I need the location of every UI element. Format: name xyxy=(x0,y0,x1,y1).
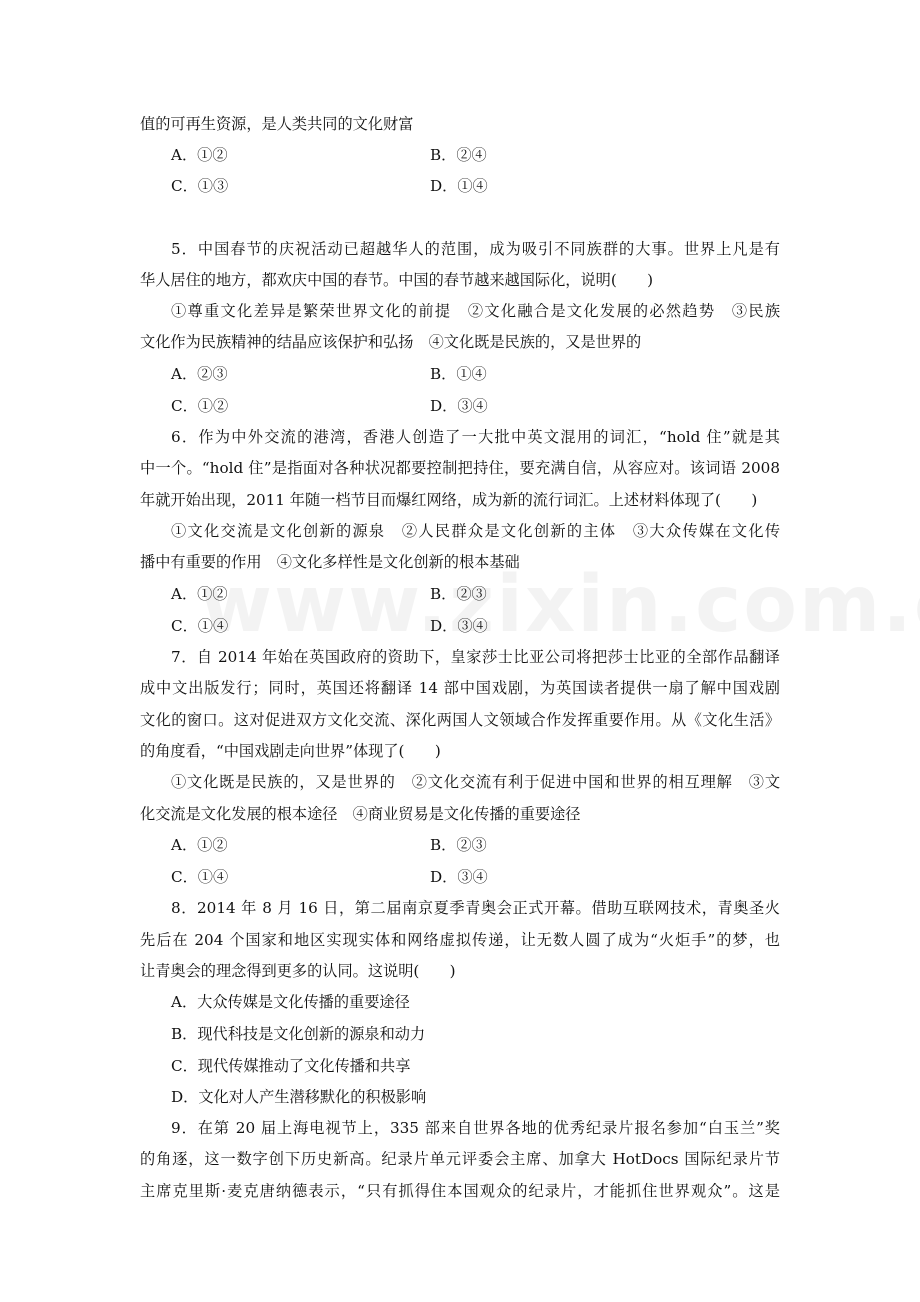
q7-statements-line-2: 化交流是文化发展的根本途径 ④商业贸易是文化传播的重要途径 xyxy=(140,805,581,823)
q6-stem-line-1: 6．作为中外交流的港湾，香港人创造了一大批中英文混用的词汇，“hold 住”就是其 xyxy=(171,428,780,446)
q9-stem-line-2: 的角逐，这一数字创下历史新高。纪录片单元评委会主席、加拿大 HotDocs 国际纪录片节 xyxy=(140,1150,780,1168)
q6-statements-line-2: 播中有重要的作用 ④文化多样性是文化创新的根本基础 xyxy=(140,553,520,571)
q6-statements-line-1: ①文化交流是文化创新的源泉 ②人民群众是文化创新的主体 ③大众传媒在文化传 xyxy=(171,522,780,540)
q4-option-a: A．①② xyxy=(171,146,228,164)
q6-option-b: B．②③ xyxy=(430,585,487,603)
q8-option-d: D．文化对人产生潜移默化的积极影响 xyxy=(171,1088,427,1106)
q8-stem-line-2: 先后在 204 个国家和地区实现实体和网络虚拟传递，让无数人圆了成为“火炬手”的梦，也 xyxy=(140,931,780,949)
q6-option-c: C．①④ xyxy=(171,617,229,635)
q5-option-d: D．③④ xyxy=(430,397,488,415)
q6-stem-line-3: 年就开始出现，2011 年随一档节目而爆红网络，成为新的流行词汇。上述材料体现了( ) xyxy=(140,491,758,509)
q7-stem-line-4: 的角度看，“中国戏剧走向世界”体现了( ) xyxy=(140,742,441,760)
q6-option-a: A．①② xyxy=(171,585,228,603)
q4-option-c: C．①③ xyxy=(171,177,229,195)
q4-option-d: D．①④ xyxy=(430,177,488,195)
q6-stem-line-2: 中一个。“hold 住”是指面对各种状况都要控制把持住，要充满自信，从容应对。该词语 2008 xyxy=(140,459,780,477)
q8-option-a: A．大众传媒是文化传播的重要途径 xyxy=(171,993,410,1011)
q7-option-d: D．③④ xyxy=(430,868,488,886)
q8-option-b: B．现代科技是文化创新的源泉和动力 xyxy=(171,1025,426,1043)
q5-statements-line-2: 文化作为民族精神的结晶应该保护和弘扬 ④文化既是民族的，又是世界的 xyxy=(140,333,642,351)
q5-option-c: C．①② xyxy=(171,397,229,415)
q5-statements-line-1: ①尊重文化差异是繁荣世界文化的前提 ②文化融合是文化发展的必然趋势 ③民族 xyxy=(171,302,780,320)
q8-stem-line-3: 让青奥会的理念得到更多的认同。这说明( ) xyxy=(140,962,456,980)
q5-stem-line-1: 5．中国春节的庆祝活动已超越华人的范围，成为吸引不同族群的大事。世界上凡是有 xyxy=(171,240,780,258)
q7-statements-line-1: ①文化既是民族的，又是世界的 ②文化交流有利于促进中国和世界的相互理解 ③文 xyxy=(171,773,780,791)
q8-option-c: C．现代传媒推动了文化传播和共享 xyxy=(171,1057,411,1075)
q5-option-a: A．②③ xyxy=(171,365,228,383)
q5-option-b: B．①④ xyxy=(430,365,487,383)
q9-stem-line-3: 主席克里斯·麦克唐纳德表示，“只有抓得住本国观众的纪录片，才能抓住世界观众”。这是 xyxy=(140,1182,780,1200)
q7-stem-line-2: 成中文出版发行；同时，英国还将翻译 14 部中国戏剧，为英国读者提供一扇了解中国戏剧 xyxy=(140,679,780,697)
q5-stem-line-2: 华人居住的地方，都欢庆中国的春节。中国的春节越来越国际化，说明( ) xyxy=(140,271,654,289)
q8-stem-line-1: 8．2014 年 8 月 16 日，第二届南京夏季青奥会正式开幕。借助互联网技术，青奥圣火 xyxy=(171,899,780,917)
q6-option-d: D．③④ xyxy=(430,617,488,635)
q4-continuation: 值的可再生资源，是人类共同的文化财富 xyxy=(140,115,414,133)
q7-option-a: A．①② xyxy=(171,836,228,854)
q4-option-b: B．②④ xyxy=(430,146,487,164)
q7-option-b: B．②③ xyxy=(430,836,487,854)
q7-stem-line-3: 文化的窗口。这对促进双方文化交流、深化两国人文领域合作发挥重要作用。从《文化生活》 xyxy=(140,711,780,729)
watermark xyxy=(200,560,720,650)
q7-stem-line-1: 7．自 2014 年始在英国政府的资助下，皇家莎士比亚公司将把莎士比亚的全部作品翻译 xyxy=(171,648,780,666)
q7-option-c: C．①④ xyxy=(171,868,229,886)
q9-stem-line-1: 9．在第 20 届上海电视节上，335 部来自世界各地的优秀纪录片报名参加“白玉兰”奖 xyxy=(171,1119,780,1137)
